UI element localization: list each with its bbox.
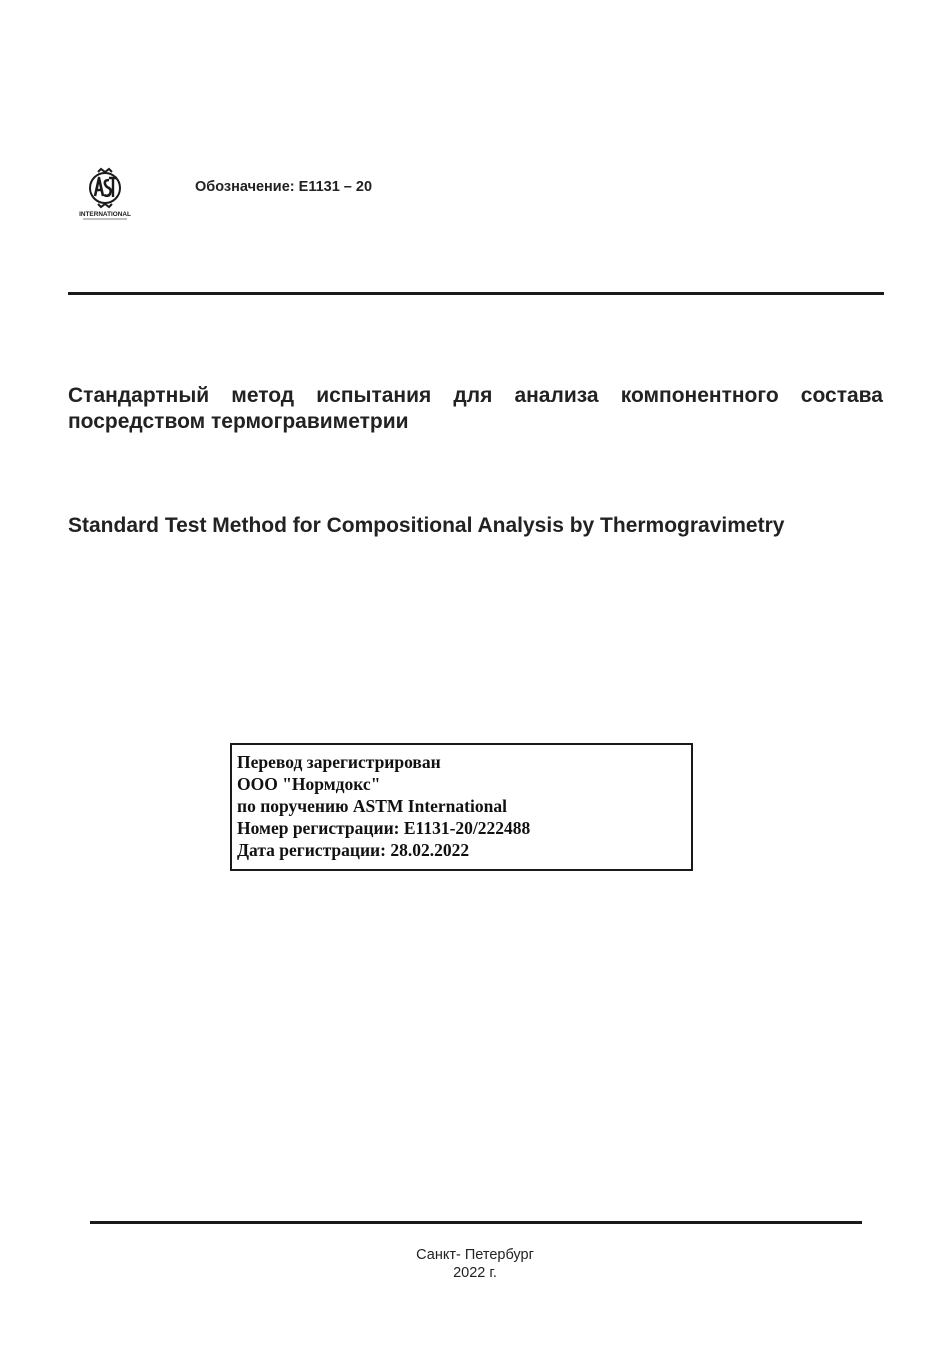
- designation-label: Обозначение: E1131 – 20: [195, 179, 373, 195]
- footer-year: 2022 г.: [453, 1265, 497, 1281]
- header-divider: [68, 292, 884, 295]
- astm-logo-icon: [78, 166, 132, 222]
- registration-line: Дата регистрации: 28.02.2022: [237, 840, 470, 860]
- logo-wordmark: INTERNATIONAL: [79, 211, 131, 218]
- title-russian: Стандартный метод испытания для анализа компонентного состава посредством термогравиметрии: [68, 384, 883, 433]
- footer-divider: [90, 1221, 862, 1224]
- registration-line: по поручению ASTM International: [237, 796, 507, 816]
- registration-box: [230, 743, 693, 871]
- registration-line: Номер регистрации: E1131-20/222488: [237, 818, 531, 838]
- registration-line: Перевод зарегистрирован: [237, 752, 441, 772]
- title-english: Standard Test Method for Compositional Analysis by Thermogravimetry: [68, 514, 785, 537]
- footer-city: Санкт- Петербург: [416, 1247, 534, 1263]
- footer: [0, 1246, 950, 1282]
- registration-line: ООО "Нормдокс": [237, 774, 381, 794]
